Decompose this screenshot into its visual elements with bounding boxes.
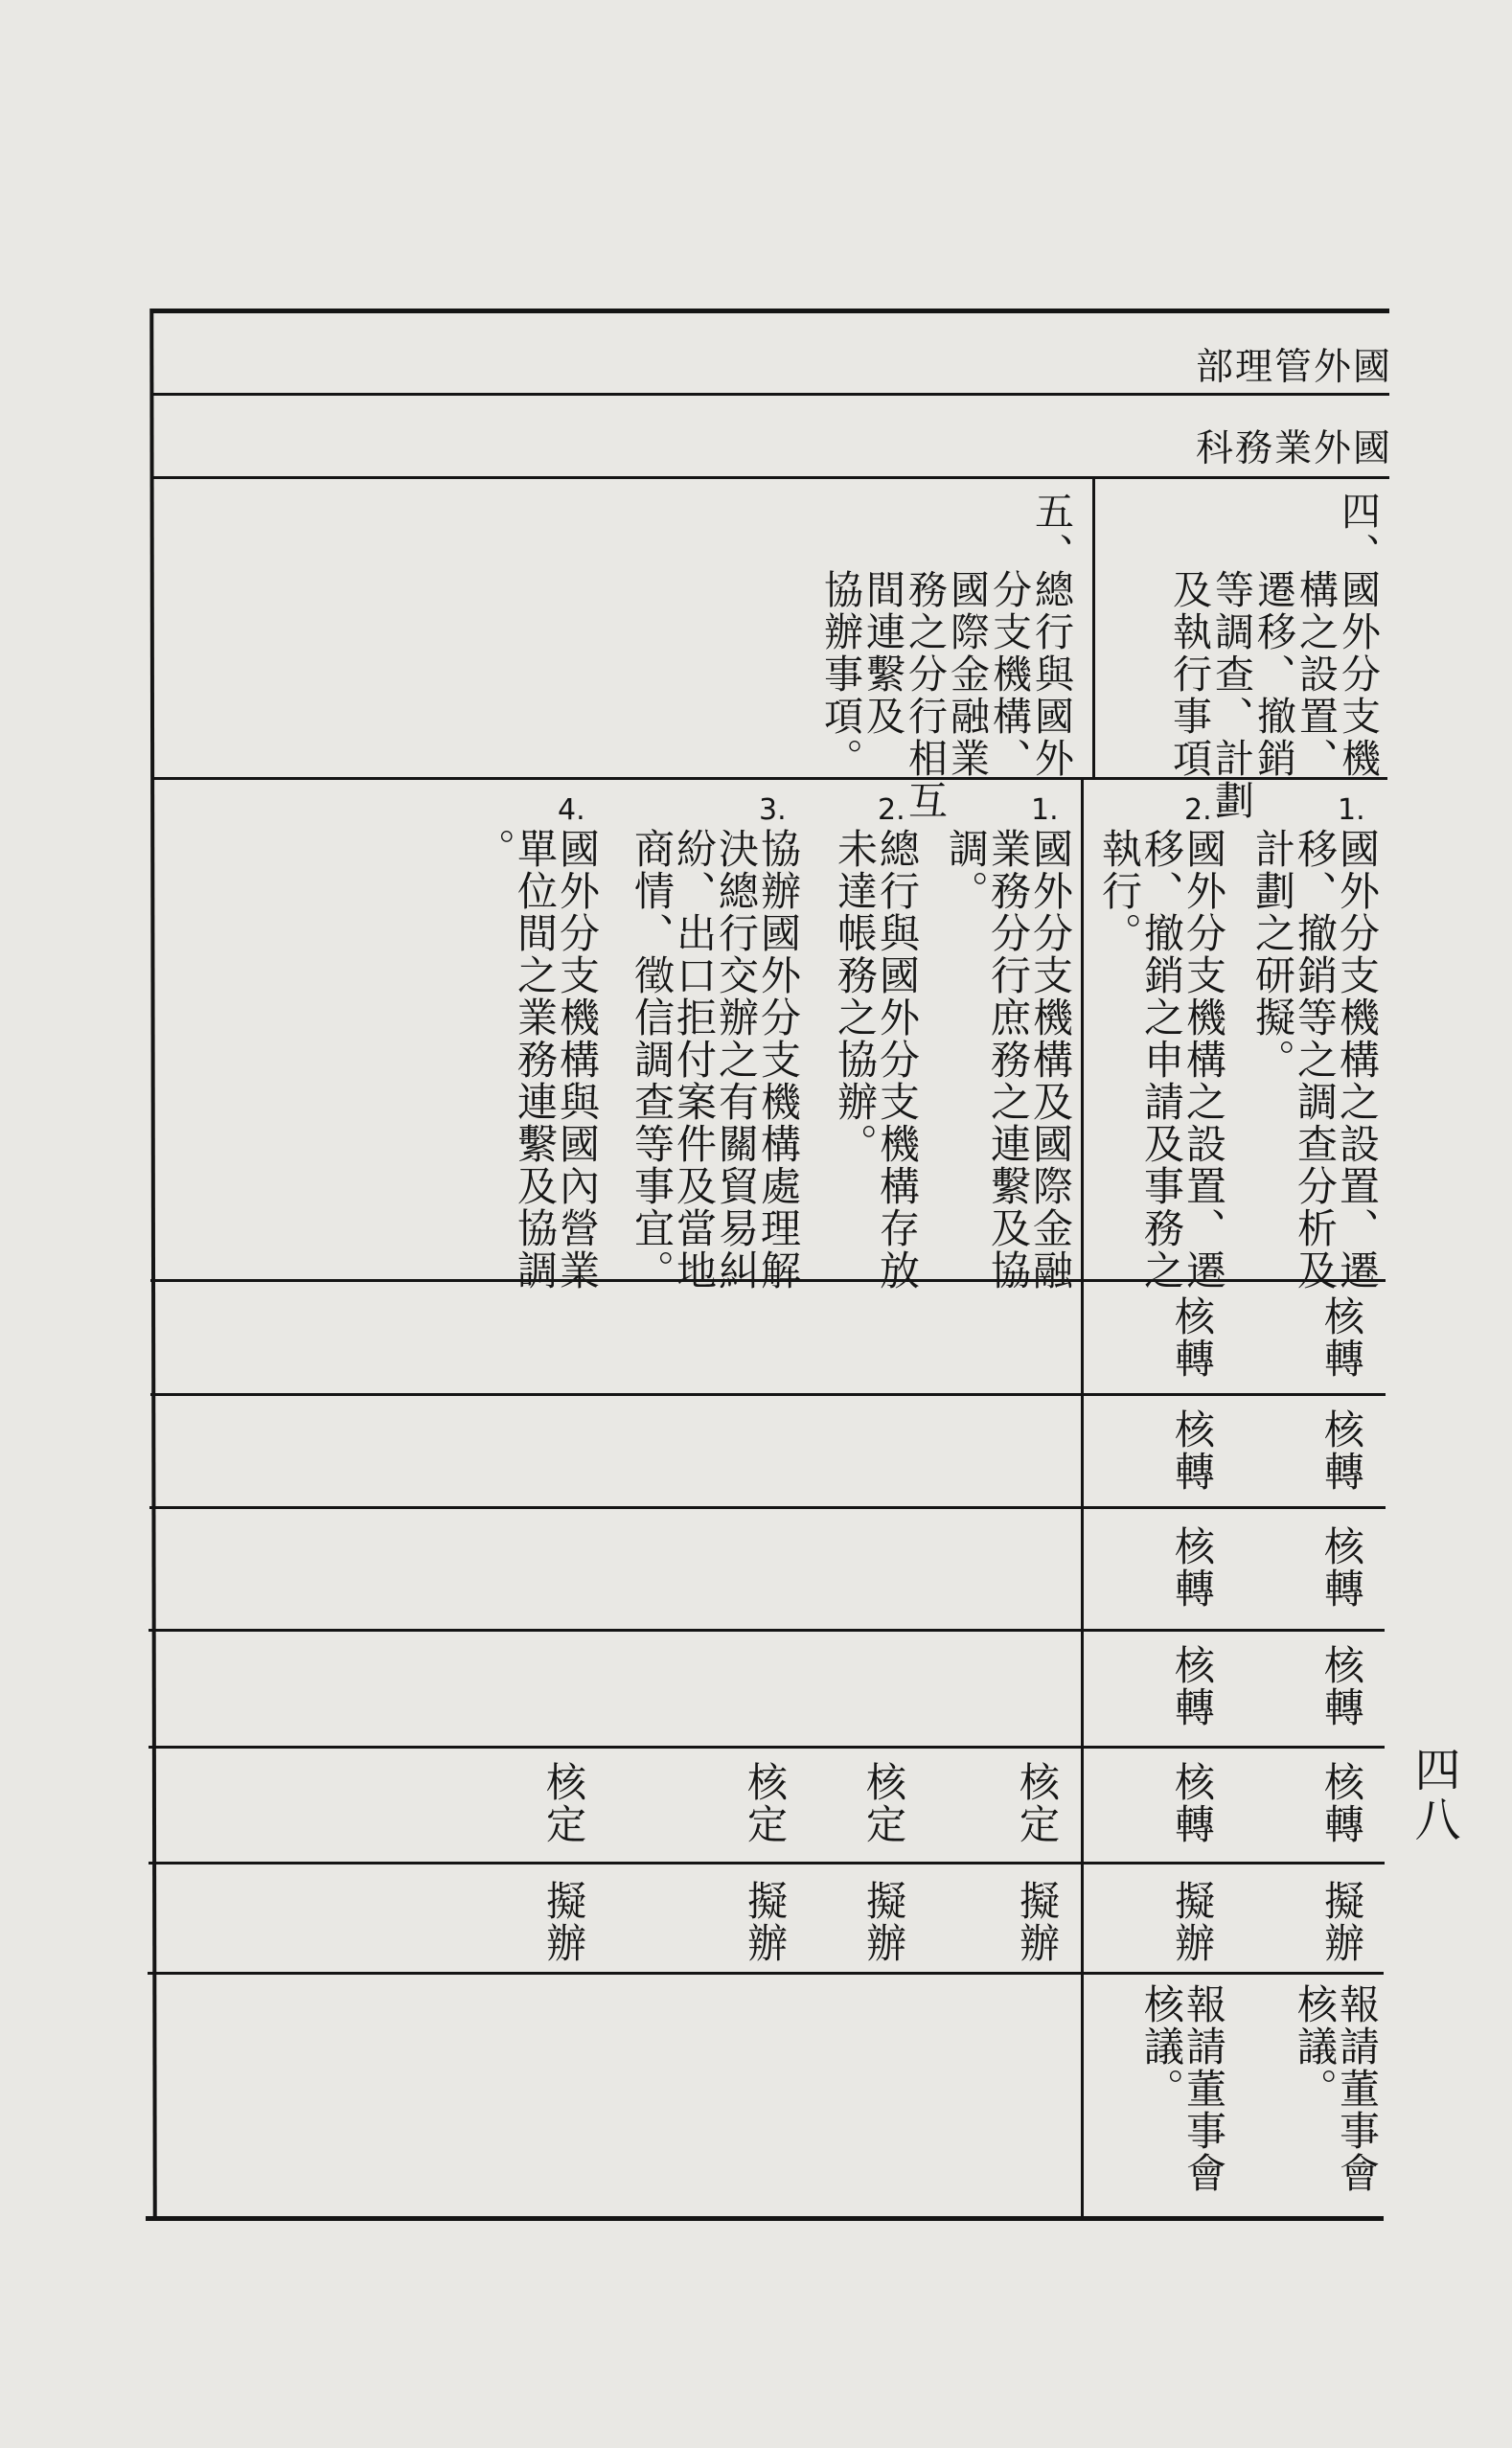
approval-he-ding: 核定	[1014, 1761, 1061, 1845]
detail-four-1-line-3: 計劃之研擬。	[1249, 828, 1296, 1081]
detail-five-2-number: 2.	[878, 793, 905, 827]
item-five-line-6: 協辦事項。	[817, 569, 863, 780]
detail-five-3-line-2: 決總行交辦之有關貿易糾	[713, 828, 760, 1292]
board-approval-line-1: 報請董事會	[1334, 1983, 1381, 2194]
detail-five-3-line-4: 商情、徵信調查等事宜。	[629, 828, 676, 1292]
table-left-rule	[149, 309, 156, 2221]
row-divider-1	[150, 1393, 1386, 1396]
detail-four-2-line-2: 移、撤銷之申請及事務之	[1138, 828, 1185, 1292]
detail-four-2-line-3: 執行。	[1096, 828, 1143, 954]
page-number: 四八	[1407, 1746, 1460, 1845]
column-divider-lower	[1081, 777, 1084, 2219]
detail-five-1-number: 1.	[1031, 793, 1059, 827]
approval-he-zhuan: 核轉	[1318, 1644, 1365, 1728]
item-five-line-2: 分支機構、	[986, 569, 1032, 780]
approval-niban: 擬辦	[1169, 1880, 1216, 1964]
detail-five-2-line-2: 未達帳務之協辦。	[832, 828, 879, 1165]
item-five-line-1: 總行與國外	[1028, 569, 1074, 780]
approval-he-zhuan: 核轉	[1318, 1408, 1365, 1493]
detail-five-3-number: 3.	[759, 793, 787, 827]
detail-five-2-line-1: 總行與國外分支機構存放	[874, 828, 921, 1292]
row-divider-6	[148, 1972, 1384, 1975]
item-four-line-4: 等調查、計劃	[1208, 569, 1254, 822]
board-approval-line-1: 報請董事會	[1180, 1983, 1227, 2194]
detail-four-2-number: 2.	[1184, 793, 1212, 827]
detail-four-1-line-2: 移、撤銷等之調查分析及	[1292, 828, 1339, 1292]
row-divider-3	[149, 1629, 1385, 1632]
detail-five-3-line-3: 紛、出口拒付案件及當地	[671, 828, 718, 1292]
detail-four-1-number: 1.	[1338, 793, 1365, 827]
detail-five-4-number: 4.	[558, 793, 585, 827]
approval-niban: 擬辦	[742, 1880, 789, 1964]
approval-he-ding: 核定	[742, 1761, 789, 1845]
board-approval-line-2: 核議。	[1292, 1983, 1339, 2110]
detail-five-1-line-3: 調。	[943, 828, 990, 912]
item-five-comma: 、	[1028, 533, 1074, 575]
approval-niban: 擬辦	[1014, 1880, 1061, 1964]
item-five-line-4: 務之分行相互	[902, 569, 948, 822]
detail-five-1-line-2: 業務分行庶務之連繫及協	[985, 828, 1032, 1292]
approval-niban: 擬辦	[860, 1880, 907, 1964]
approval-he-zhuan: 核轉	[1318, 1525, 1365, 1610]
table-top-rule	[153, 309, 1389, 313]
detail-five-1-line-1: 國外分支機構及國際金融	[1027, 828, 1074, 1292]
detail-five-4-line-1: 國外分支機構與國內營業	[554, 828, 601, 1292]
item-four-line-1: 國外分支機	[1335, 569, 1381, 780]
header-divider-1	[153, 393, 1389, 396]
item-four-line-3: 遷移、撤銷	[1250, 569, 1296, 780]
approval-niban: 擬辦	[1318, 1880, 1365, 1964]
approval-he-zhuan: 核轉	[1169, 1408, 1216, 1493]
row-divider-4	[149, 1746, 1385, 1749]
detail-five-3-line-1: 協辦國外分支機構處理解	[755, 828, 802, 1292]
approval-he-zhuan: 核轉	[1169, 1644, 1216, 1728]
item-four-line-5: 及執行事項	[1166, 569, 1212, 780]
item-four-comma: 、	[1335, 533, 1381, 575]
section-title: 科務業外國	[1196, 427, 1393, 470]
item-five-line-5: 間連繫及	[859, 569, 905, 738]
item-four-numeral: 四	[1335, 491, 1381, 533]
row-divider-5	[149, 1862, 1385, 1865]
board-approval-line-2: 核議。	[1138, 1983, 1185, 2110]
department-title: 部理管外國	[1196, 346, 1393, 389]
approval-he-zhuan: 核轉	[1169, 1295, 1216, 1380]
approval-niban: 擬辦	[540, 1880, 587, 1964]
detail-five-4-line-2: 單位間之業務連繫及協調	[512, 828, 559, 1292]
approval-he-ding: 核定	[860, 1761, 907, 1845]
approval-he-zhuan: 核轉	[1169, 1525, 1216, 1610]
detail-five-4-line-3: 。	[470, 828, 516, 870]
approval-he-ding: 核定	[540, 1761, 587, 1845]
item-five-numeral: 五	[1028, 491, 1074, 533]
detail-four-2-line-1: 國外分支機構之設置、遷	[1180, 828, 1227, 1292]
item-four-line-2: 構之設置、	[1293, 569, 1339, 780]
approval-he-zhuan: 核轉	[1318, 1761, 1365, 1845]
detail-four-1-line-1: 國外分支機構之設置、遷	[1334, 828, 1381, 1292]
item-five-line-3: 國際金融業	[944, 569, 990, 780]
header-divider-2	[153, 476, 1389, 479]
approval-he-zhuan: 核轉	[1318, 1295, 1365, 1380]
row-divider-2	[149, 1506, 1386, 1509]
column-divider-upper	[1092, 479, 1095, 780]
approval-he-zhuan: 核轉	[1169, 1761, 1216, 1845]
table-bottom-rule	[146, 2216, 1384, 2221]
